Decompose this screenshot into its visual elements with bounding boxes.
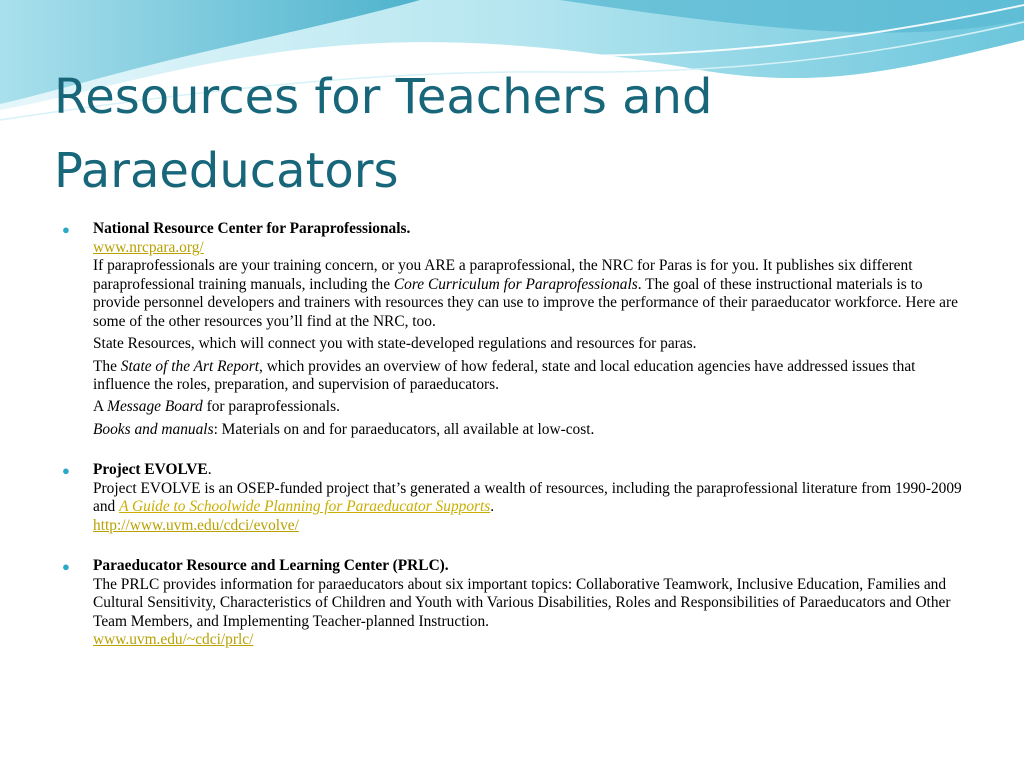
item-body-italic: Core Curriculum for Paraprofessionals <box>393 275 638 293</box>
nrc-link[interactable]: www.nrcpara.org/ <box>93 238 204 256</box>
prlc-link[interactable]: www.uvm.edu/~cdci/prlc/ <box>93 631 254 649</box>
item-heading: National Resource Center for Paraprofessionals. <box>93 220 411 237</box>
list-item-evolve <box>62 461 962 535</box>
sub-italic: Message Board <box>107 398 203 416</box>
sub-text: The <box>93 357 121 375</box>
guide-link[interactable]: A Guide to Schoolwide Planning for Paraeducator Supports <box>119 498 491 516</box>
sub-text: A <box>93 398 108 416</box>
item-body-text: If paraprofessionals are your training concern, or you ARE a paraprofessional, the NRC for Paras is for you. It publishes six different paraprofessional training manuals, including the <box>93 257 913 293</box>
item-body-text-2: . <box>490 498 495 516</box>
item-body-text-2: . The goal of these instructional materials is to provide personnel developers and trainers with resources they can use to improve the performance of their paraeducator workforce. Here are some of the other resources you’ll find at the NRC, too. <box>93 275 958 330</box>
bullet-icon: ● <box>62 559 70 575</box>
bullet-icon: ● <box>62 222 70 237</box>
sub-item-message-board <box>93 398 962 417</box>
sub-text: , which provides an overview of how federal, state and local education agencies have addressed issues that influence the roles, preparation, and supervision of paraeducators. <box>93 357 916 394</box>
sub-item-state-resources: State Resources, which will connect you with state-developed regulations and resources for paras. <box>93 335 697 353</box>
item-heading: Paraeducator Resource and Learning Center (PRLC). <box>93 557 449 575</box>
item-heading: Project EVOLVE <box>93 460 208 478</box>
sub-text: : Materials on and for paraeducators, all available at low-cost. <box>213 420 595 438</box>
sub-italic: Books and manuals <box>93 420 214 438</box>
item-body-text: The PRLC provides information for paraeducators about six important topics: Collaborative Teamwork, Inclusive Education, Families and Cultural Sensitivity, Characteristics of Children and Youth with Various Disabilities, Roles and Responsibilities of Paraeducators and Other Team Members, and Implementing Teacher-planned Instruction. <box>93 575 951 630</box>
evolve-link[interactable]: http://www.uvm.edu/cdci/evolve/ <box>93 516 299 534</box>
heading-suffix: . <box>207 460 212 478</box>
page-title: Resources for Teachers and Paraeducators <box>54 69 713 199</box>
sub-item-state-report <box>93 358 962 395</box>
resource-list <box>62 220 962 654</box>
list-item-nrc <box>62 220 962 439</box>
item-body-text: Project EVOLVE is an OSEP-funded project that’s generated a wealth of resources, including the paraprofessional literature from 1990-2009 and <box>93 479 962 516</box>
sub-text: for paraprofessionals. <box>202 398 340 416</box>
list-item-prlc <box>62 557 962 650</box>
bullet-icon: ● <box>62 462 70 478</box>
sub-item-books <box>93 421 962 440</box>
sub-italic: State of the Art Report <box>120 357 259 375</box>
